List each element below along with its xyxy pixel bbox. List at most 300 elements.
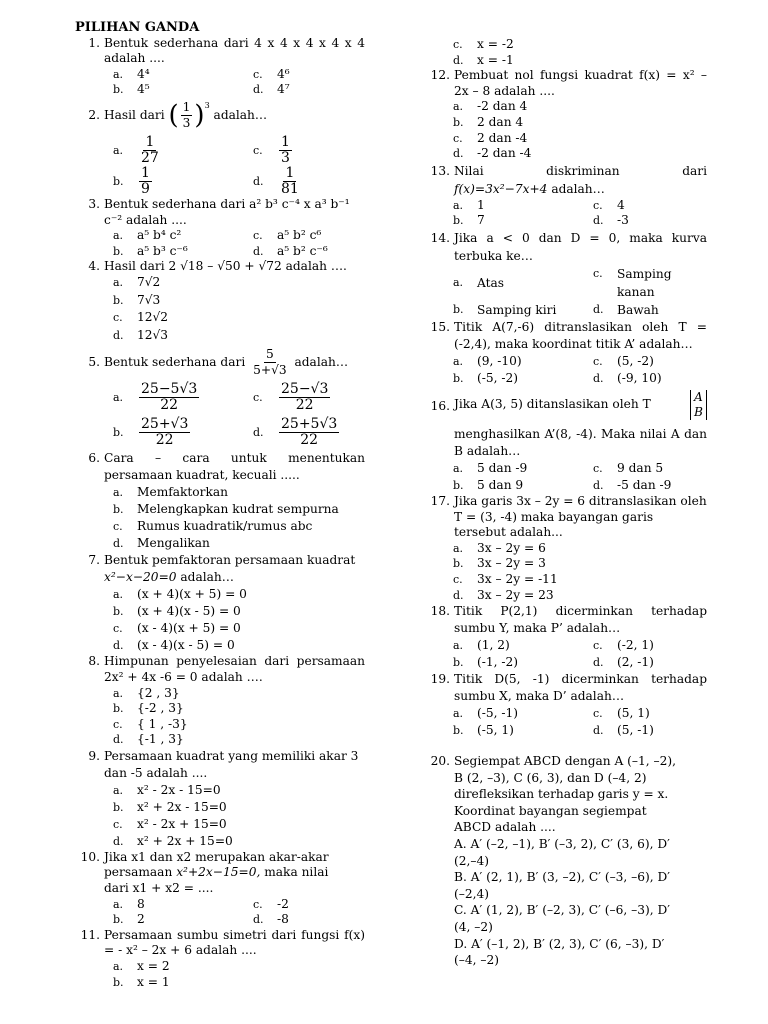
question-number: 16. — [430, 398, 450, 413]
option-label: d. — [253, 83, 264, 97]
option-d[interactable] — [253, 82, 393, 98]
option-b[interactable] — [453, 654, 593, 671]
option-label: b. — [113, 503, 124, 517]
option-a[interactable] — [113, 228, 253, 244]
option-label: c. — [593, 707, 603, 721]
fraction — [251, 347, 289, 378]
option-c[interactable] — [253, 67, 393, 83]
question-line: Bentuk pemfaktoran persamaan kuadrat — [104, 553, 356, 568]
option-c[interactable] — [113, 310, 365, 326]
option-d[interactable] — [253, 417, 393, 448]
question-number: 15. — [430, 319, 450, 334]
option-text: -8 — [277, 912, 289, 927]
option-a[interactable] — [113, 484, 365, 501]
numerator: 1 — [145, 133, 155, 150]
option-label: a. — [113, 897, 124, 911]
option-label: b. — [113, 605, 124, 619]
question-8 — [75, 654, 365, 685]
question-number: 13. — [430, 163, 450, 178]
option-label: a. — [453, 100, 464, 114]
option-text: 7√3 — [137, 292, 161, 307]
question-text — [454, 390, 707, 460]
question-suffix: adalah… — [213, 107, 268, 122]
option-a[interactable] — [453, 637, 593, 654]
question-18 — [425, 603, 707, 637]
option-a[interactable] — [113, 275, 365, 291]
option-b[interactable] — [113, 82, 253, 98]
option-d[interactable] — [593, 370, 733, 387]
question-20 — [425, 753, 707, 969]
question-text — [104, 552, 365, 586]
question-number: 11. — [80, 927, 100, 942]
option-text: 9 dan 5 — [617, 460, 664, 475]
option-c[interactable] — [113, 717, 365, 733]
question-line — [454, 390, 707, 420]
option-label: b. — [113, 244, 124, 258]
option-a[interactable] — [113, 897, 253, 913]
right-column — [425, 37, 707, 969]
option-a[interactable] — [453, 541, 707, 557]
option-text: (-2, 1) — [617, 638, 654, 653]
denominator: 81 — [281, 180, 299, 197]
question-number: 18. — [430, 604, 450, 619]
options-1 — [113, 67, 365, 98]
option-text: (-5, 1) — [477, 723, 514, 738]
question-prefix: Bentuk sederhana dari — [104, 355, 246, 370]
option-label: b. — [453, 115, 464, 129]
question-15 — [425, 319, 707, 353]
option-label: a. — [113, 143, 124, 157]
options-19 — [453, 705, 707, 739]
option-a[interactable] — [453, 705, 593, 722]
option-b[interactable] — [453, 301, 593, 319]
option-text: (5, -2) — [617, 353, 654, 368]
option-text: a⁵ b² c⁶ — [277, 228, 322, 243]
denominator: 22 — [160, 397, 179, 414]
option-label: c. — [113, 622, 123, 636]
question-text: Pembuat nol fungsi kuadrat f(x) = x² – 2x – 8 adalah .... — [454, 68, 707, 98]
options-14 — [453, 265, 707, 319]
option-text: (-9, 10) — [617, 370, 662, 385]
option-label: d. — [253, 913, 264, 927]
option-label: b. — [113, 83, 124, 97]
option-text: 4 — [617, 197, 625, 212]
question-number: 20. — [430, 754, 450, 769]
right-paren: ) — [194, 100, 205, 131]
fraction — [279, 166, 301, 197]
option-label: d. — [453, 588, 464, 602]
option-label: b. — [453, 724, 464, 738]
question-text: Jika garis 3x – 2y = 6 ditranslasikan oleh T = (3, -4) maka bayangan garis tersebut adalah... — [454, 493, 707, 540]
options-4 — [113, 275, 365, 343]
option-text: (x + 4)(x + 5) = 0 — [137, 587, 247, 602]
question-number: 7. — [88, 553, 100, 568]
fraction — [139, 417, 190, 448]
option-label: a. — [453, 707, 464, 721]
option-b[interactable]: B. A′ (2, 1), B′ (3, –2), C′ (–3, –6), D′ (–2,4) — [454, 870, 671, 901]
options-13 — [453, 198, 707, 229]
question-prefix: persamaan — [104, 865, 173, 880]
option-b[interactable] — [113, 501, 365, 518]
option-text: x² + 2x + 15=0 — [137, 833, 233, 848]
question-number: 3. — [88, 196, 100, 211]
option-text: (x - 4)(x - 5) = 0 — [137, 638, 235, 653]
question-16 — [425, 390, 707, 460]
question-text: Persamaan sumbu simetri dari fungsi f(x) = - x² – 2x + 6 adalah .... — [104, 927, 365, 958]
option-b[interactable] — [113, 603, 365, 620]
option-b[interactable] — [113, 975, 365, 991]
numerator: 1 — [182, 99, 191, 114]
option-c[interactable] — [253, 135, 393, 166]
option-d[interactable] — [453, 146, 707, 162]
numerator: 1 — [285, 164, 295, 181]
option-text: Memfaktorkan — [137, 485, 228, 500]
option-text: { 1 , -3} — [137, 716, 188, 731]
option-label: c. — [253, 67, 263, 81]
question-text: Bentuk sederhana dari 4 x 4 x 4 x 4 x 4 adalah .... — [104, 35, 365, 66]
option-text: Rumus kuadratik/rumus abc — [137, 519, 313, 534]
question-suffix: adalah… — [294, 355, 349, 370]
option-text: 4⁶ — [277, 66, 290, 81]
fraction — [279, 417, 339, 448]
option-c[interactable]: C. A′ (1, 2), B′ (–2, 3), C′ (–6, –3), D′ (4, –2) — [454, 903, 671, 935]
option-text: (5, -1) — [617, 723, 654, 738]
option-c[interactable] — [253, 228, 393, 244]
question-text: Jika a < 0 dan D = 0, maka kurva terbuka ke… — [454, 230, 707, 263]
numerator: 25−5√3 — [141, 381, 198, 398]
option-d[interactable] — [113, 328, 365, 344]
option-a[interactable] — [453, 198, 593, 214]
option-label: a. — [113, 960, 124, 974]
option-a[interactable] — [113, 686, 365, 702]
matrix-bottom: B — [694, 404, 703, 419]
option-label: a. — [113, 486, 124, 500]
options-16 — [453, 460, 707, 494]
option-a[interactable] — [453, 99, 707, 115]
option-a[interactable] — [113, 382, 253, 413]
option-c[interactable] — [593, 460, 733, 477]
question-6 — [75, 450, 365, 484]
option-text: 4⁵ — [137, 82, 150, 97]
option-b[interactable] — [453, 556, 707, 572]
numerator: 1 — [141, 164, 150, 181]
options-7 — [113, 586, 365, 654]
option-b[interactable] — [113, 799, 365, 816]
question-text: Titik P(2,1) dicerminkan terhadap sumbu Y, maka P’ adalah… — [454, 604, 707, 636]
option-c[interactable] — [453, 572, 707, 588]
option-d[interactable] — [113, 637, 365, 654]
question-text: Cara – cara untuk menentukan persamaan kuadrat, kecuali ..... — [104, 451, 365, 483]
option-c[interactable] — [113, 620, 365, 637]
option-text: (-1, -2) — [477, 655, 519, 670]
option-c[interactable] — [453, 37, 707, 53]
option-text: x = -2 — [477, 37, 514, 51]
question-number: 5. — [88, 355, 100, 370]
option-text: Melengkapkan kudrat sempurna — [137, 502, 339, 517]
section-title: PILIHAN GANDA — [75, 20, 200, 35]
question-text — [104, 100, 365, 131]
equation: x²−x−20=0 — [104, 570, 177, 585]
option-text: a⁵ b³ c⁻⁶ — [137, 243, 188, 258]
question-10 — [75, 850, 365, 897]
numerator: 5 — [265, 347, 274, 362]
option-text: x² + 2x - 15=0 — [137, 799, 227, 814]
option-text: 3x – 2y = 6 — [477, 540, 546, 555]
option-label: c. — [453, 38, 463, 51]
equation: x²+2x−15=0, — [176, 865, 261, 880]
question-number: 8. — [88, 654, 100, 669]
option-d[interactable] — [253, 166, 393, 197]
question-7 — [75, 552, 365, 586]
option-b[interactable] — [453, 115, 707, 131]
option-label: d. — [113, 639, 124, 653]
fraction — [139, 382, 199, 413]
question-number: 2. — [88, 107, 100, 122]
option-label: d. — [253, 426, 264, 440]
option-a[interactable] — [453, 460, 593, 477]
option-d[interactable] — [113, 833, 365, 850]
option-label: a. — [453, 541, 464, 555]
option-label: b. — [453, 656, 464, 670]
option-text: 5 dan -9 — [477, 460, 528, 475]
option-b[interactable] — [113, 244, 253, 260]
option-c[interactable] — [593, 198, 733, 214]
question-suffix: maka nilai — [264, 865, 329, 880]
option-label: a. — [113, 783, 124, 797]
equation: f(x)=3x²−7x+4 — [454, 181, 548, 196]
option-label: a. — [453, 461, 464, 475]
denominator: 3 — [182, 115, 191, 130]
option-a[interactable] — [453, 265, 593, 301]
option-text: {2 , 3} — [137, 685, 180, 700]
option-b[interactable] — [453, 477, 593, 494]
option-c[interactable] — [593, 705, 733, 722]
question-text — [454, 753, 707, 969]
option-label: b. — [113, 293, 124, 307]
option-d[interactable]: D. A′ (–1, 2), B′ (2, 3), C′ (6, –3), D′ (–4, –2) — [454, 936, 665, 968]
option-text: {-1 , 3} — [137, 732, 184, 747]
fraction — [181, 100, 193, 131]
option-label: c. — [593, 639, 603, 653]
option-d[interactable] — [593, 477, 733, 494]
option-label: b. — [113, 800, 124, 814]
option-text: Atas — [477, 275, 505, 290]
numerator: 25−√3 — [281, 381, 329, 398]
option-b[interactable] — [453, 213, 593, 229]
question-suffix: adalah… — [551, 181, 605, 196]
question-prefix: Jika A(3, 5) ditanslasikan oleh T — [454, 397, 651, 412]
option-c[interactable] — [113, 518, 365, 535]
question-1 — [75, 36, 365, 67]
option-text: 2 dan 4 — [477, 114, 524, 129]
question-13 — [425, 162, 707, 198]
option-label: c. — [593, 354, 603, 368]
question-line: Segiempat ABCD dengan A (–1, –2), B (2, –3), C (6, 3), dan D (–4, 2) direfleksikan terhadap garis y = x. Koordinat bayangan segiempat ABCD adalah .... — [454, 754, 676, 835]
option-text: 12√2 — [137, 310, 169, 325]
option-label: a. — [113, 588, 124, 602]
option-text: (1, 2) — [477, 638, 510, 653]
fraction — [139, 135, 161, 166]
option-c[interactable] — [113, 816, 365, 833]
option-label: c. — [253, 897, 263, 911]
denominator: 22 — [155, 432, 174, 449]
options-5 — [113, 382, 365, 448]
option-text: Mengalikan — [137, 536, 210, 551]
option-text: a⁵ b⁴ c² — [137, 228, 182, 243]
question-line: Nilai diskriminan dari — [454, 163, 707, 178]
option-label: b. — [453, 214, 464, 228]
option-d[interactable] — [593, 301, 733, 319]
option-text: Samping kanan — [617, 266, 672, 299]
option-b[interactable] — [113, 417, 253, 448]
option-label: d. — [593, 214, 604, 228]
options-8 — [113, 686, 365, 748]
option-label: a. — [453, 275, 464, 289]
option-c[interactable] — [593, 637, 733, 654]
fraction — [279, 382, 330, 413]
option-text: 5 dan 9 — [477, 477, 524, 492]
option-text: (x + 4)(x - 5) = 0 — [137, 604, 241, 619]
option-d[interactable] — [453, 588, 707, 604]
question-19 — [425, 671, 707, 705]
translation-matrix — [690, 390, 707, 420]
question-line: Jika x1 dan x2 merupakan akar-akar — [104, 849, 329, 864]
question-number: 12. — [430, 68, 450, 83]
option-d[interactable] — [253, 244, 393, 260]
option-text: 3x – 2y = 23 — [477, 587, 554, 602]
option-text: x² - 2x - 15=0 — [137, 782, 221, 797]
numerator: 25+√3 — [141, 416, 189, 433]
option-c[interactable] — [593, 353, 733, 370]
option-d[interactable] — [453, 53, 707, 69]
option-label: a. — [113, 229, 124, 243]
option-text: a⁵ b² c⁻⁶ — [277, 243, 328, 258]
option-text: Samping kiri — [477, 302, 557, 317]
option-label: d. — [113, 834, 124, 848]
question-11 — [75, 928, 365, 959]
question-text: Himpunan penyelesaian dari persamaan 2x² + 4x -6 = 0 adalah …. — [104, 654, 365, 684]
option-text: 1 — [477, 197, 485, 212]
left-paren: ( — [168, 100, 179, 131]
option-c[interactable] — [453, 131, 707, 147]
option-text: x = -1 — [477, 52, 514, 67]
option-label: a. — [113, 67, 124, 81]
option-text: (-5, -2) — [477, 370, 519, 385]
option-text: 12√3 — [137, 327, 169, 342]
option-d[interactable] — [593, 213, 733, 229]
option-c[interactable] — [593, 265, 733, 301]
option-label: d. — [593, 302, 604, 316]
question-text — [104, 347, 365, 378]
option-label: c. — [453, 572, 463, 586]
option-d[interactable] — [113, 535, 365, 552]
question-14 — [425, 229, 707, 265]
option-d[interactable] — [593, 654, 733, 671]
option-c[interactable] — [253, 897, 393, 913]
question-line: menghasilkan A’(8, -4). Maka nilai A dan B adalah… — [454, 426, 707, 458]
question-number: 4. — [88, 259, 100, 274]
option-text: (9, -10) — [477, 353, 522, 368]
option-c[interactable] — [253, 382, 393, 413]
option-text: Bawah — [617, 302, 659, 317]
option-a[interactable] — [113, 135, 253, 166]
option-label: c. — [253, 143, 263, 157]
option-text: 4⁷ — [277, 82, 290, 97]
option-a[interactable] — [113, 959, 365, 975]
option-a[interactable] — [113, 586, 365, 603]
option-label: d. — [593, 478, 604, 492]
option-d[interactable] — [113, 732, 365, 748]
option-text: x = 1 — [137, 974, 170, 989]
option-text: 7√2 — [137, 274, 161, 289]
option-text: 3x – 2y = 3 — [477, 556, 546, 571]
options-11-left — [113, 959, 365, 990]
denominator: 22 — [300, 432, 319, 449]
option-label: c. — [113, 520, 123, 534]
options-11-right — [453, 37, 707, 68]
option-text: (5, 1) — [617, 706, 650, 721]
fraction — [139, 166, 152, 197]
option-text: -3 — [617, 213, 629, 228]
options-9 — [113, 782, 365, 850]
option-d[interactable] — [253, 912, 393, 928]
option-label: b. — [453, 478, 464, 492]
option-label: a. — [113, 686, 124, 700]
option-label: b. — [453, 557, 464, 571]
option-b[interactable] — [113, 701, 365, 717]
question-number: 14. — [430, 230, 450, 245]
question-text — [104, 850, 365, 897]
option-b[interactable] — [453, 722, 593, 739]
option-text: (x - 4)(x + 5) = 0 — [137, 621, 241, 636]
option-text: 3x – 2y = -11 — [477, 571, 558, 586]
option-b[interactable] — [113, 166, 253, 197]
option-text: 2 dan -4 — [477, 130, 528, 145]
question-text: Hasil dari 2 √18 – √50 + √72 adalah …. — [104, 259, 347, 274]
option-label: a. — [113, 275, 124, 289]
option-label: b. — [113, 174, 124, 188]
option-label: a. — [453, 354, 464, 368]
option-d[interactable] — [593, 722, 733, 739]
option-label: d. — [453, 147, 464, 161]
question-number: 9. — [88, 748, 100, 763]
option-label: d. — [593, 724, 604, 738]
option-label: d. — [593, 371, 604, 385]
denominator: 27 — [141, 149, 159, 166]
options-2 — [113, 135, 365, 197]
question-text: Titik A(7,-6) ditranslasikan oleh T = (-2,4), maka koordinat titik A’ adalah… — [454, 319, 707, 351]
option-b[interactable] — [453, 370, 593, 387]
option-b[interactable] — [113, 293, 365, 309]
option-a[interactable] — [113, 782, 365, 799]
option-label: c. — [593, 198, 603, 212]
left-column — [75, 20, 365, 990]
denominator: 3 — [281, 149, 290, 166]
question-12 — [425, 68, 707, 99]
option-b[interactable] — [113, 912, 253, 928]
question-line: dari x1 + x2 = .... — [104, 881, 214, 896]
option-text: (-5, -1) — [477, 706, 519, 721]
option-label: d. — [113, 537, 124, 551]
option-text: -5 dan -9 — [617, 477, 672, 492]
option-label: a. — [453, 198, 464, 212]
option-a[interactable]: A. A′ (–2, –1), B′ (–3, 2), C′ (3, 6), D′ (2,–4) — [454, 837, 670, 868]
option-label: b. — [113, 702, 124, 716]
option-a[interactable] — [113, 67, 253, 83]
option-a[interactable] — [453, 353, 593, 370]
option-label: c. — [113, 717, 123, 731]
option-label: a. — [113, 391, 124, 405]
